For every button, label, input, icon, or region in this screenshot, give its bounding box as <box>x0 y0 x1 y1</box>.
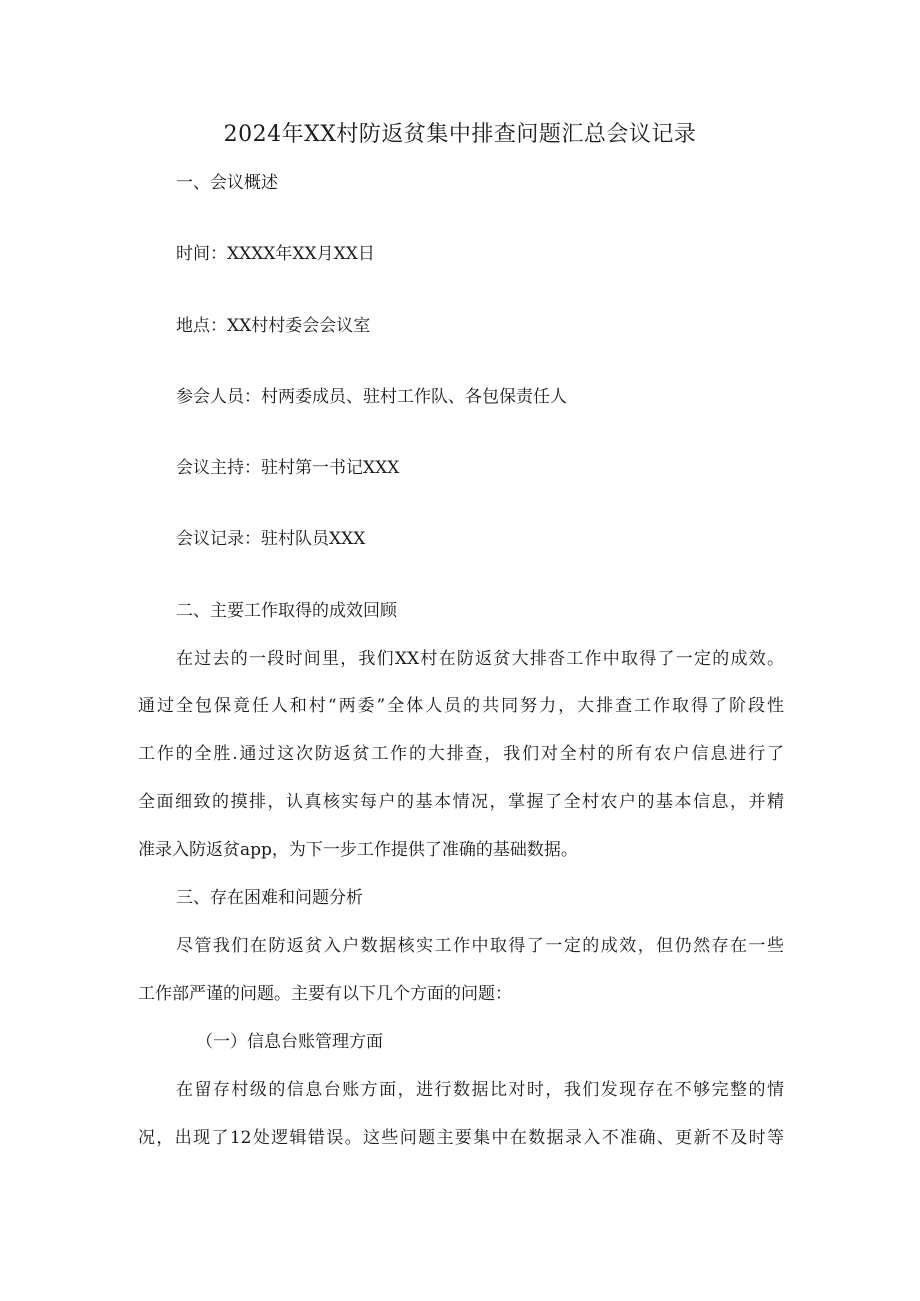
paragraph-line: 工作部严谨的问题。主要有以下几个方面的问题： <box>138 984 512 1004</box>
paragraph-line: 准录入防返贫app，为下一步工作提供了准确的基础数据。 <box>138 840 578 860</box>
paragraph-line: 工作的全胜.通过这次防返贫工作的大排查，我们对全村的所有农户信息进行了 <box>138 744 784 764</box>
paragraph-line: 在过去的一段时间里，我们XX村在防返贫大排沓工作中取得了一定的成效。 <box>176 649 784 669</box>
meeting-place: 地点：XX村村委会会议室 <box>176 316 371 336</box>
paragraph-line: 全面细致的摸排，认真核实每户的基本情况，掌握了全村农户的基本信息，并精 <box>138 792 784 812</box>
section-heading-problems: 三、存在困难和问题分析 <box>176 888 363 908</box>
meeting-host: 会议主持：驻村第一书记XXX <box>176 458 400 478</box>
meeting-recorder: 会议记录：驻村队员XXX <box>176 529 366 549</box>
paragraph-line: 在留存村级的信息台账方面，进行数据比对时，我们发现存在不够完整的情 <box>176 1080 784 1100</box>
subsection-heading-ledger: （一）信息台账管理方面 <box>196 1032 383 1052</box>
document-title: 2024年XX村防返贫集中排查问题汇总会议记录 <box>223 122 697 147</box>
paragraph-line: 尽管我们在防返贫入户数据核实工作中取得了一定的成效，但仍然存在一些 <box>176 936 784 956</box>
meeting-attendees: 参会人员：村两委成员、驻村工作队、各包保责任人 <box>176 387 567 407</box>
section-heading-overview: 一、会议概述 <box>176 173 278 193</box>
paragraph-line: 况，出现了12处逻辑错误。这些问题主要集中在数据录入不准确、更新不及时等 <box>138 1128 784 1148</box>
meeting-time: 时间：XXXX年XX月XX日 <box>176 244 375 264</box>
section-heading-achievements: 二、主要工作取得的成效回顾 <box>176 601 397 621</box>
paragraph-line: 通过全包保竟任人和村“两委”全体人员的共同努力，大排查工作取得了阶段性 <box>138 696 784 716</box>
